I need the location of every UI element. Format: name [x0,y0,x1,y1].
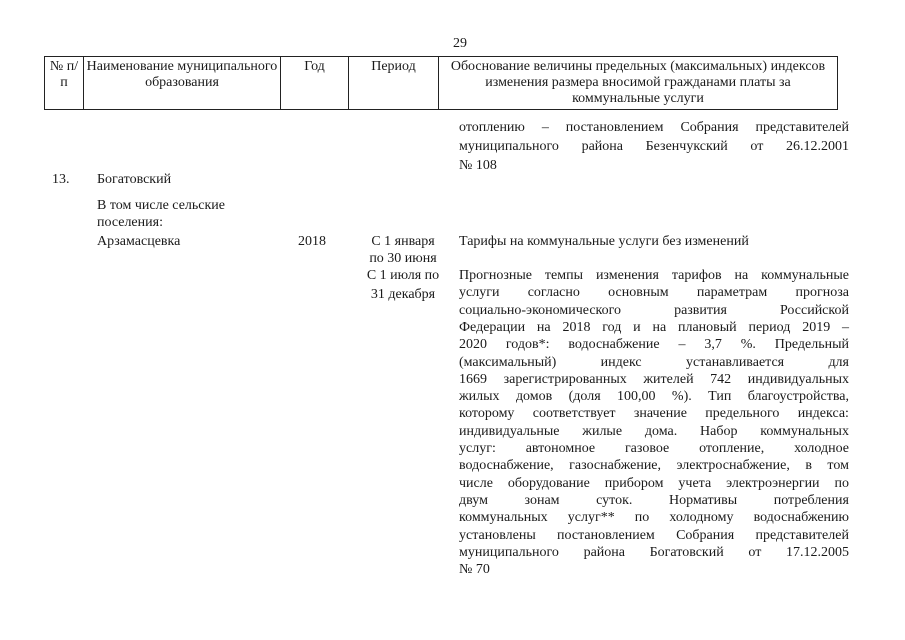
basis-line: Федерации на 2018 год и на плановый период 2019 – [459,319,849,335]
header-col-year: Год [281,57,349,110]
basis-line: услуг: автономное газовое отопление, холодное [459,441,849,456]
basis-line: числе оборудование прибором учета электроэнергии по [459,475,849,491]
tariff-note: Тарифы на коммунальные услуги без изменений [459,234,749,249]
basis-line: водоснабжение, газоснабжение, электроснабжение, в том [459,458,849,474]
basis-line: которому соответствует значение предельного индекса: [459,406,849,422]
basis-line: социально-экономического развития Российской [459,302,849,318]
year-value: 2018 [298,234,326,249]
header-col-basis: Обоснование величины предельных (максимальных) индексов изменения размера вносимой гражданами платы за коммунальные услуги [439,57,838,110]
header-col-number: № п/п [45,57,84,110]
row-number: 13. [52,172,70,187]
basis-line: жилых домов (доля 100,00 %). Тип благоустройства, [459,389,849,405]
basis-line: индивидуальные жилые дома. Набор коммунальных [459,423,849,439]
settlement-name: Арзамасцевка [97,234,181,249]
subheading: В том числе сельские [97,198,226,213]
header-col-period: Период [349,57,439,110]
basis-line: 2020 годов*: водоснабжение – 3,7 %. Предельный [459,337,849,353]
district-name: Богатовский [97,172,172,187]
basis-line: услуги согласно основным параметрам прогноза [459,285,849,301]
basis-line: № 70 [459,562,490,578]
header-table [44,56,838,110]
continuation-line: № 108 [459,158,497,173]
period-line: 31 декабря [370,287,436,302]
continuation-line: муниципального района Безенчукский от 26.12.2001 [459,139,849,154]
basis-line: муниципального района Богатовский от 17.12.2005 [459,544,849,560]
basis-line: двум зонам суток. Нормативы потребления [459,492,849,508]
basis-line: установлены постановлением Собрания представителей [459,527,849,543]
page-number: 29 [453,36,467,51]
period-line: С 1 января [371,234,435,249]
period-line: С 1 июля по [366,268,440,283]
continuation-line: отоплению – постановлением Собрания представителей [459,120,849,135]
period-line: по 30 июня [369,251,437,266]
basis-line: коммунальных услуг** по холодному водоснабжению [459,510,849,526]
basis-line: 1669 зарегистрированных жителей 742 индивидуальных [459,371,849,387]
basis-line: Прогнозные темпы изменения тарифов на коммунальные [459,268,849,283]
header-col-name: Наименование муниципального образования [84,57,281,110]
subheading: поселения: [97,215,163,230]
basis-line: (максимальный) индекс устанавливается для [459,354,849,370]
